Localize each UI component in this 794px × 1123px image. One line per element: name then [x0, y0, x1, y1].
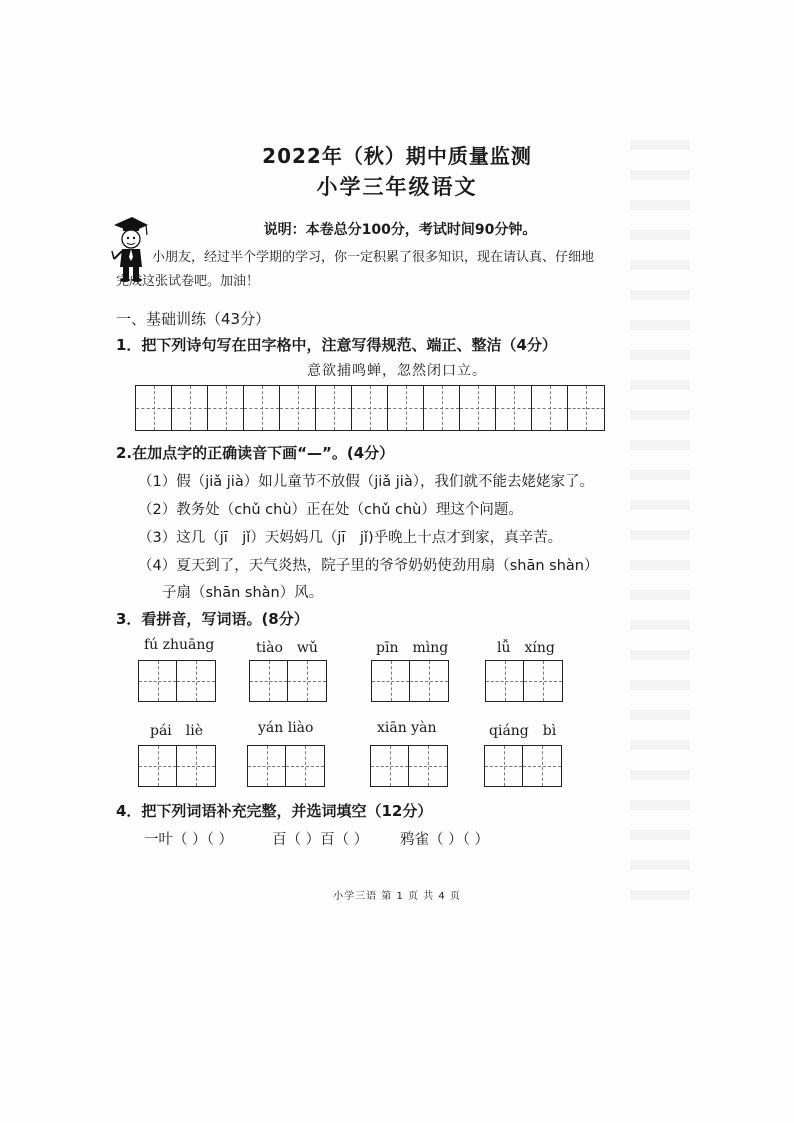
tianzige-cell[interactable]: [280, 386, 316, 430]
answer-cell[interactable]: [139, 661, 177, 701]
answer-cell[interactable]: [523, 746, 561, 786]
answer-box-group[interactable]: [484, 745, 562, 787]
pinyin-label: yán liào: [258, 720, 314, 736]
intro-line-2: 完成这张试卷吧。加油！: [116, 274, 260, 289]
pinyin-label: qiáng bì: [489, 723, 557, 739]
answer-box-group[interactable]: [371, 660, 449, 702]
tianzige-cell[interactable]: [460, 386, 496, 430]
pinyin-label: pīn mìng: [376, 640, 449, 656]
tianzige-cell[interactable]: [532, 386, 568, 430]
tianzige-cell[interactable]: [496, 386, 532, 430]
answer-box-group[interactable]: [247, 745, 325, 787]
answer-cell[interactable]: [486, 661, 524, 701]
answer-cell[interactable]: [410, 661, 448, 701]
answer-box-group[interactable]: [138, 660, 216, 702]
tianzige-cell[interactable]: [208, 386, 244, 430]
tianzige-cell[interactable]: [316, 386, 352, 430]
exam-title: 2022年（秋）期中质量监测: [262, 144, 532, 168]
idiom-blank[interactable]: 一叶（ ）（ ）: [144, 832, 233, 848]
answer-cell[interactable]: [177, 661, 215, 701]
question-1: 1．把下列诗句写在田字格中，注意写得规范、端正、整洁（4分）: [116, 336, 557, 354]
answer-box-group[interactable]: [370, 745, 448, 787]
q2-item: （4）夏天到了，天气炎热，院子里的爷爷奶奶使劲用扇（shān shàn）: [138, 558, 599, 574]
section-heading: 一、基础训练（43分）: [116, 310, 271, 328]
exam-note: 说明：本卷总分100分，考试时间90分钟。: [263, 222, 537, 238]
answer-box-group[interactable]: [138, 745, 216, 787]
answer-cell[interactable]: [409, 746, 447, 786]
tianzige-cell[interactable]: [136, 386, 172, 430]
intro-line-1: 小朋友，经过半个学期的学习，你一定积累了很多知识，现在请认真、仔细地: [152, 250, 595, 265]
idiom-blank[interactable]: 百（ ）百（ ）: [272, 832, 369, 848]
answer-cell[interactable]: [139, 746, 177, 786]
poem-line: 意欲捕鸣蝉，忽然闭口立。: [307, 363, 487, 379]
tianzige-cell[interactable]: [424, 386, 460, 430]
pinyin-label: fú zhuāng: [144, 637, 215, 653]
answer-cell[interactable]: [485, 746, 523, 786]
question-4: 4．把下列词语补充完整，并选词填空（12分）: [116, 802, 433, 820]
pinyin-label: xiān yàn: [377, 720, 437, 736]
tianzige-cell[interactable]: [352, 386, 388, 430]
answer-cell[interactable]: [524, 661, 562, 701]
answer-cell[interactable]: [248, 746, 286, 786]
pinyin-label: lǚ xíng: [497, 640, 555, 656]
exam-subtitle: 小学三年级语文: [316, 175, 478, 199]
q2-item: （3）这几（jī jǐ）天妈妈几（jī jǐ)乎晚上十点才到家，真辛苦。: [138, 530, 563, 546]
answer-box-group[interactable]: [249, 660, 327, 702]
bleed-through-shadow: [630, 140, 690, 920]
tianzige-cell[interactable]: [172, 386, 208, 430]
q2-item: （1）假（jiǎ jià）如儿童节不放假（jiǎ jià），我们就不能去姥姥家了。: [138, 474, 594, 490]
answer-box-group[interactable]: [485, 660, 563, 702]
answer-cell[interactable]: [177, 746, 215, 786]
answer-cell[interactable]: [372, 661, 410, 701]
q2-item: 子扇（shān shàn）风。: [162, 585, 324, 601]
tianzige-cell[interactable]: [244, 386, 280, 430]
tianzige-cell[interactable]: [388, 386, 424, 430]
question-2: 2.在加点字的正确读音下画“—”。(4分）: [116, 444, 395, 462]
answer-cell[interactable]: [288, 661, 326, 701]
answer-cell[interactable]: [250, 661, 288, 701]
answer-cell[interactable]: [286, 746, 324, 786]
question-3: 3．看拼音，写词语。(8分）: [116, 610, 309, 628]
tianzige-cell[interactable]: [568, 386, 604, 430]
pinyin-label: pái liè: [150, 723, 204, 739]
tianzige-grid[interactable]: [135, 385, 605, 431]
page-footer: 小学三语 第 1 页 共 4 页: [333, 891, 461, 902]
answer-cell[interactable]: [371, 746, 409, 786]
idiom-blank[interactable]: 鸦雀（ ）（ ）: [400, 832, 489, 848]
q2-item: （2）教务处（chǔ chù）正在处（chǔ chù）理这个问题。: [138, 502, 523, 518]
pinyin-label: tiào wǔ: [256, 640, 318, 656]
